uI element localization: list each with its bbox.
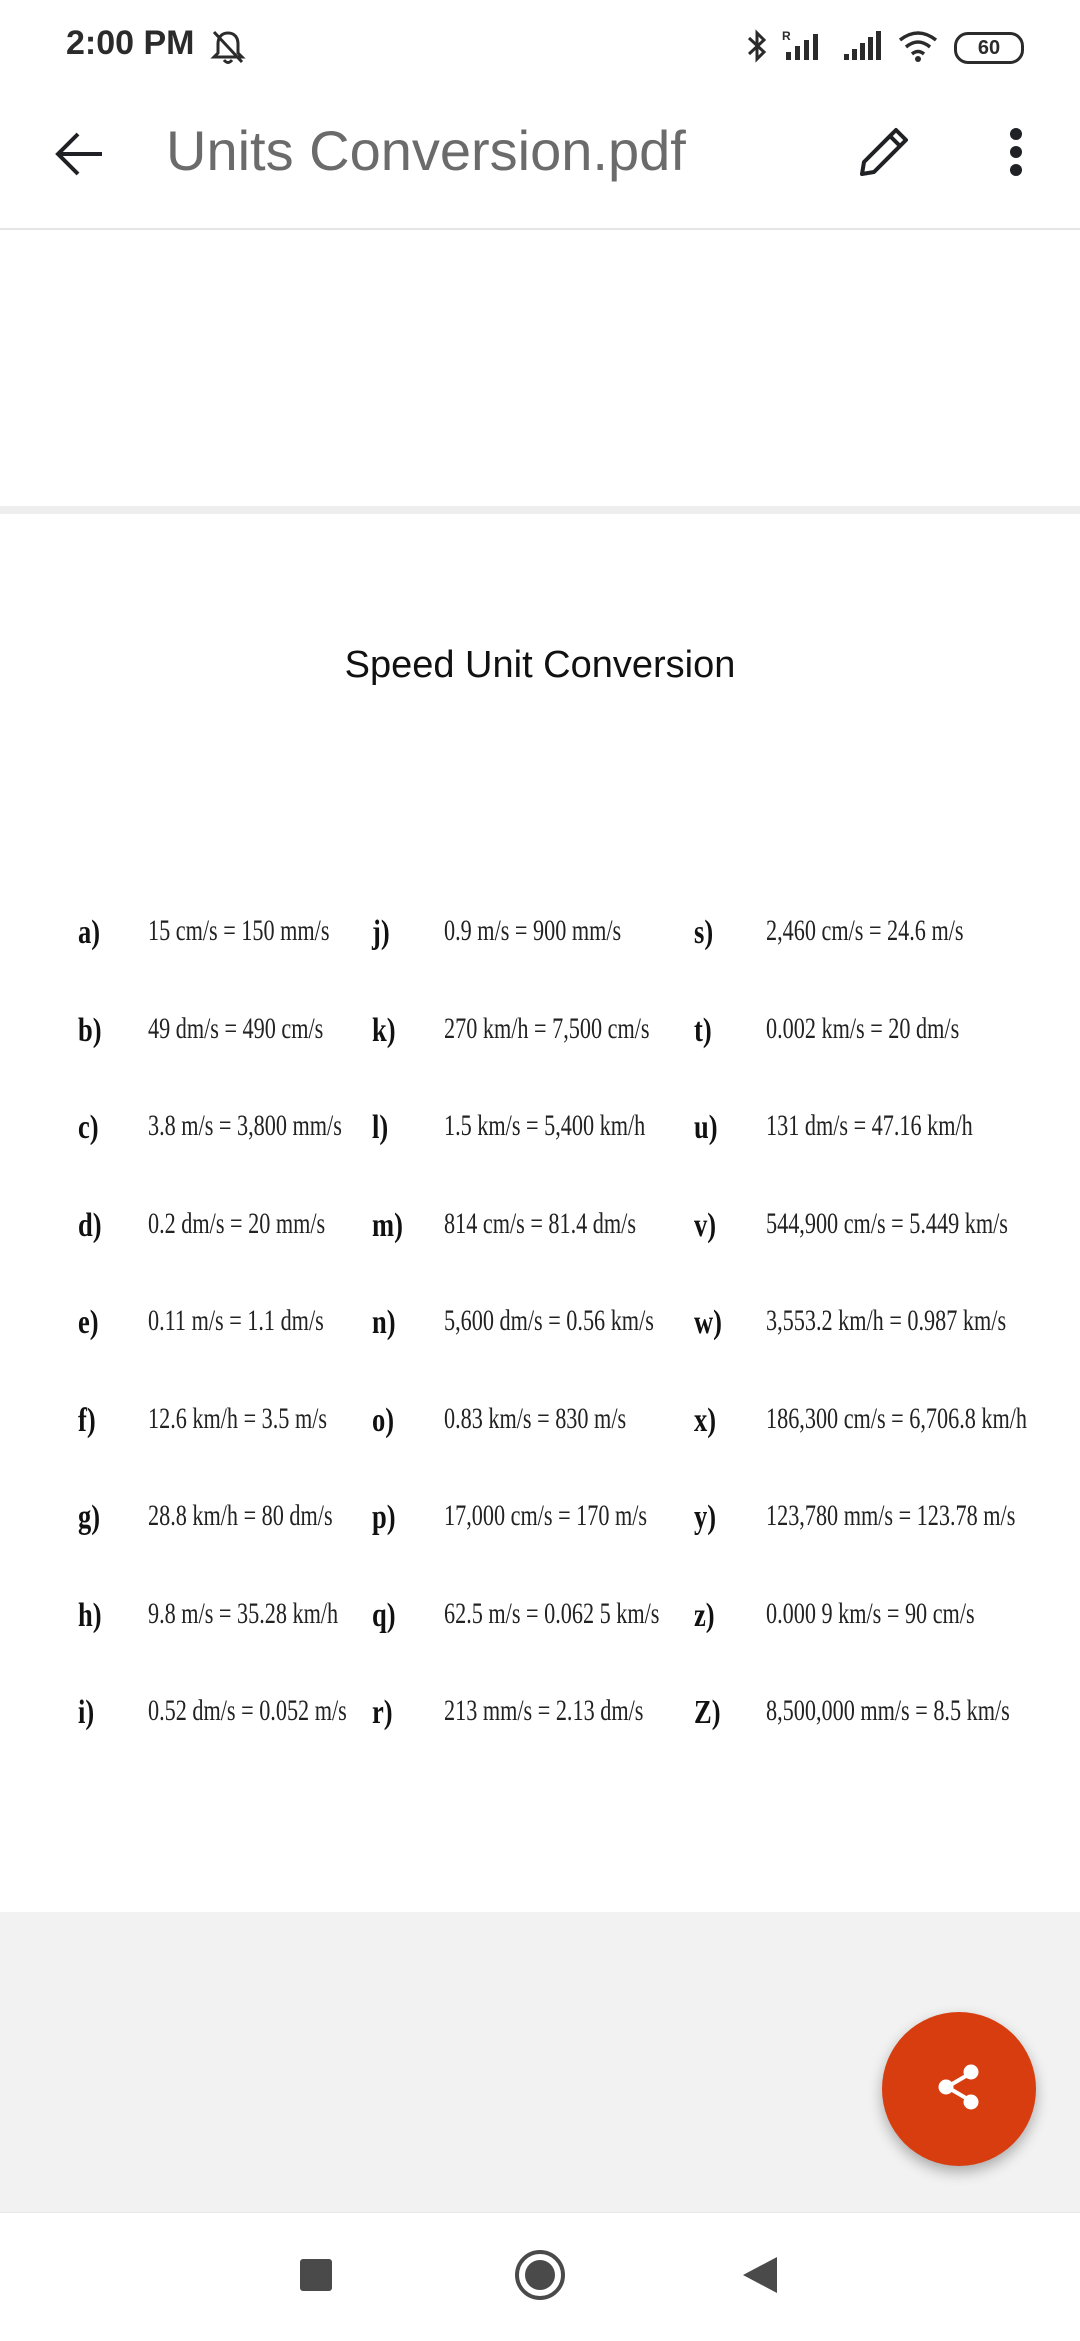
bell-off-icon — [210, 28, 246, 71]
problem-row — [78, 1304, 417, 1402]
problem-letter: x) — [694, 1401, 717, 1439]
problem-row — [694, 1499, 1080, 1597]
more-options-button[interactable] — [994, 116, 1038, 192]
problem-text: 213 mm/s = 2.13 dm/s — [444, 1694, 644, 1727]
problem-letter: z) — [694, 1596, 715, 1634]
problem-row — [694, 1207, 1080, 1305]
problem-row — [372, 914, 735, 1012]
problem-row — [372, 1109, 735, 1207]
problem-text: 2,460 cm/s = 24.6 m/s — [766, 914, 964, 947]
problem-text: 0.11 m/s = 1.1 dm/s — [148, 1304, 324, 1337]
problem-row — [694, 1402, 1080, 1500]
problem-text: 15 cm/s = 150 mm/s — [148, 914, 330, 947]
status-time: 2:00 PM — [66, 24, 195, 62]
problem-letter: v) — [694, 1206, 717, 1244]
problem-letter: q) — [372, 1596, 396, 1634]
problem-column-2 — [372, 914, 735, 1792]
problem-letter: f) — [78, 1401, 96, 1439]
pdf-page[interactable] — [0, 514, 1080, 1912]
problem-letter: d) — [78, 1206, 102, 1244]
problem-row — [78, 1207, 417, 1305]
problem-letter: t) — [694, 1011, 712, 1049]
problem-row — [694, 1109, 1080, 1207]
problem-text: 5,600 dm/s = 0.56 km/s — [444, 1304, 654, 1337]
svg-text:R: R — [782, 28, 791, 43]
problem-row — [372, 1694, 735, 1792]
problem-row — [372, 1207, 735, 1305]
bluetooth-icon — [746, 28, 768, 69]
problem-letter: k) — [372, 1011, 396, 1049]
problem-letter: b) — [78, 1011, 102, 1049]
page-separator — [0, 506, 1080, 514]
problem-text: 28.8 km/h = 80 dm/s — [148, 1499, 333, 1532]
document-heading: Speed Unit Conversion — [344, 644, 736, 686]
problem-text: 12.6 km/h = 3.5 m/s — [148, 1401, 328, 1435]
problem-text: 186,300 cm/s = 6,706.8 km/h — [766, 1401, 1028, 1435]
problem-row — [78, 1597, 417, 1695]
problem-letter: m) — [372, 1206, 403, 1244]
problem-letter: y) — [694, 1499, 717, 1536]
problem-letter: e) — [78, 1304, 99, 1341]
problem-letter: a) — [78, 914, 101, 951]
triangle-back-icon — [741, 2255, 779, 2300]
app-bar — [0, 96, 1080, 230]
pencil-icon — [854, 122, 914, 187]
navigation-bar — [0, 2212, 1080, 2341]
problem-row — [372, 1402, 735, 1500]
home-circle-icon — [513, 2248, 567, 2307]
problem-row — [372, 1304, 735, 1402]
problem-letter: p) — [372, 1499, 396, 1536]
problem-row — [78, 1499, 417, 1597]
problem-text: 0.000 9 km/s = 90 cm/s — [766, 1596, 975, 1630]
problem-row — [694, 1012, 1080, 1110]
problem-row — [694, 1304, 1080, 1402]
wifi-icon — [896, 28, 940, 69]
problem-row — [694, 914, 1080, 1012]
problem-letter: c) — [78, 1109, 99, 1146]
problem-row — [694, 1597, 1080, 1695]
problem-text: 62.5 m/s = 0.062 5 km/s — [444, 1596, 660, 1630]
problem-text: 3,553.2 km/h = 0.987 km/s — [766, 1304, 1007, 1337]
problem-letter: n) — [372, 1304, 396, 1341]
edit-button[interactable] — [846, 116, 922, 192]
problem-text: 270 km/h = 7,500 cm/s — [444, 1011, 650, 1045]
battery-indicator — [954, 32, 1024, 64]
signal-icon — [842, 28, 882, 69]
problem-grid — [0, 514, 1080, 1912]
problem-letter: j) — [372, 914, 390, 951]
problem-text: 0.002 km/s = 20 dm/s — [766, 1011, 960, 1045]
problem-text: 17,000 cm/s = 170 m/s — [444, 1499, 648, 1532]
problem-row — [78, 1012, 417, 1110]
problem-row — [372, 1012, 735, 1110]
share-icon — [931, 2059, 987, 2120]
problem-text: 544,900 cm/s = 5.449 km/s — [766, 1206, 1008, 1240]
problem-text: 9.8 m/s = 35.28 km/h — [148, 1596, 339, 1630]
battery-level: 60 — [977, 36, 1001, 59]
home-button[interactable] — [500, 2241, 580, 2313]
problem-text: 814 cm/s = 81.4 dm/s — [444, 1206, 636, 1240]
problem-text: 49 dm/s = 490 cm/s — [148, 1011, 324, 1045]
document-title: Units Conversion.pdf — [166, 119, 686, 182]
problem-letter: Z) — [694, 1694, 721, 1731]
back-nav-button[interactable] — [720, 2241, 800, 2313]
problem-column-1 — [78, 914, 417, 1792]
problem-row — [78, 1109, 417, 1207]
problem-letter: o) — [372, 1401, 395, 1439]
more-vert-icon — [1009, 127, 1023, 182]
problem-text: 1.5 km/s = 5,400 km/h — [444, 1109, 646, 1142]
problem-letter: h) — [78, 1596, 102, 1634]
back-button[interactable] — [44, 120, 116, 192]
problem-text: 3.8 m/s = 3,800 mm/s — [148, 1109, 342, 1142]
problem-text: 0.52 dm/s = 0.052 m/s — [148, 1694, 347, 1727]
problem-text: 0.2 dm/s = 20 mm/s — [148, 1206, 326, 1240]
problem-text: 131 dm/s = 47.16 km/h — [766, 1109, 973, 1142]
problem-row — [78, 914, 417, 1012]
problem-letter: u) — [694, 1109, 718, 1146]
problem-letter: g) — [78, 1499, 101, 1536]
status-icons — [746, 26, 1024, 70]
problem-letter: r) — [372, 1694, 393, 1731]
share-button[interactable] — [882, 2012, 1036, 2166]
problem-letter: s) — [694, 914, 714, 951]
problem-row — [78, 1402, 417, 1500]
problem-letter: l) — [372, 1109, 389, 1146]
problem-text: 0.9 m/s = 900 mm/s — [444, 914, 622, 947]
problem-letter: w) — [694, 1304, 722, 1341]
problem-row — [694, 1694, 1080, 1792]
problem-row — [78, 1694, 417, 1792]
problem-column-3 — [694, 914, 1080, 1792]
problem-letter: i) — [78, 1694, 95, 1731]
problem-text: 123,780 mm/s = 123.78 m/s — [766, 1499, 1016, 1532]
problem-row — [372, 1499, 735, 1597]
problem-text: 8,500,000 mm/s = 8.5 km/s — [766, 1694, 1010, 1727]
problem-text: 0.83 km/s = 830 m/s — [444, 1401, 627, 1435]
recents-button[interactable] — [276, 2241, 356, 2313]
status-bar — [0, 0, 1080, 96]
problem-row — [372, 1597, 735, 1695]
signal-roaming-icon — [782, 28, 828, 69]
square-icon — [299, 2258, 333, 2297]
arrow-left-icon — [54, 130, 106, 183]
